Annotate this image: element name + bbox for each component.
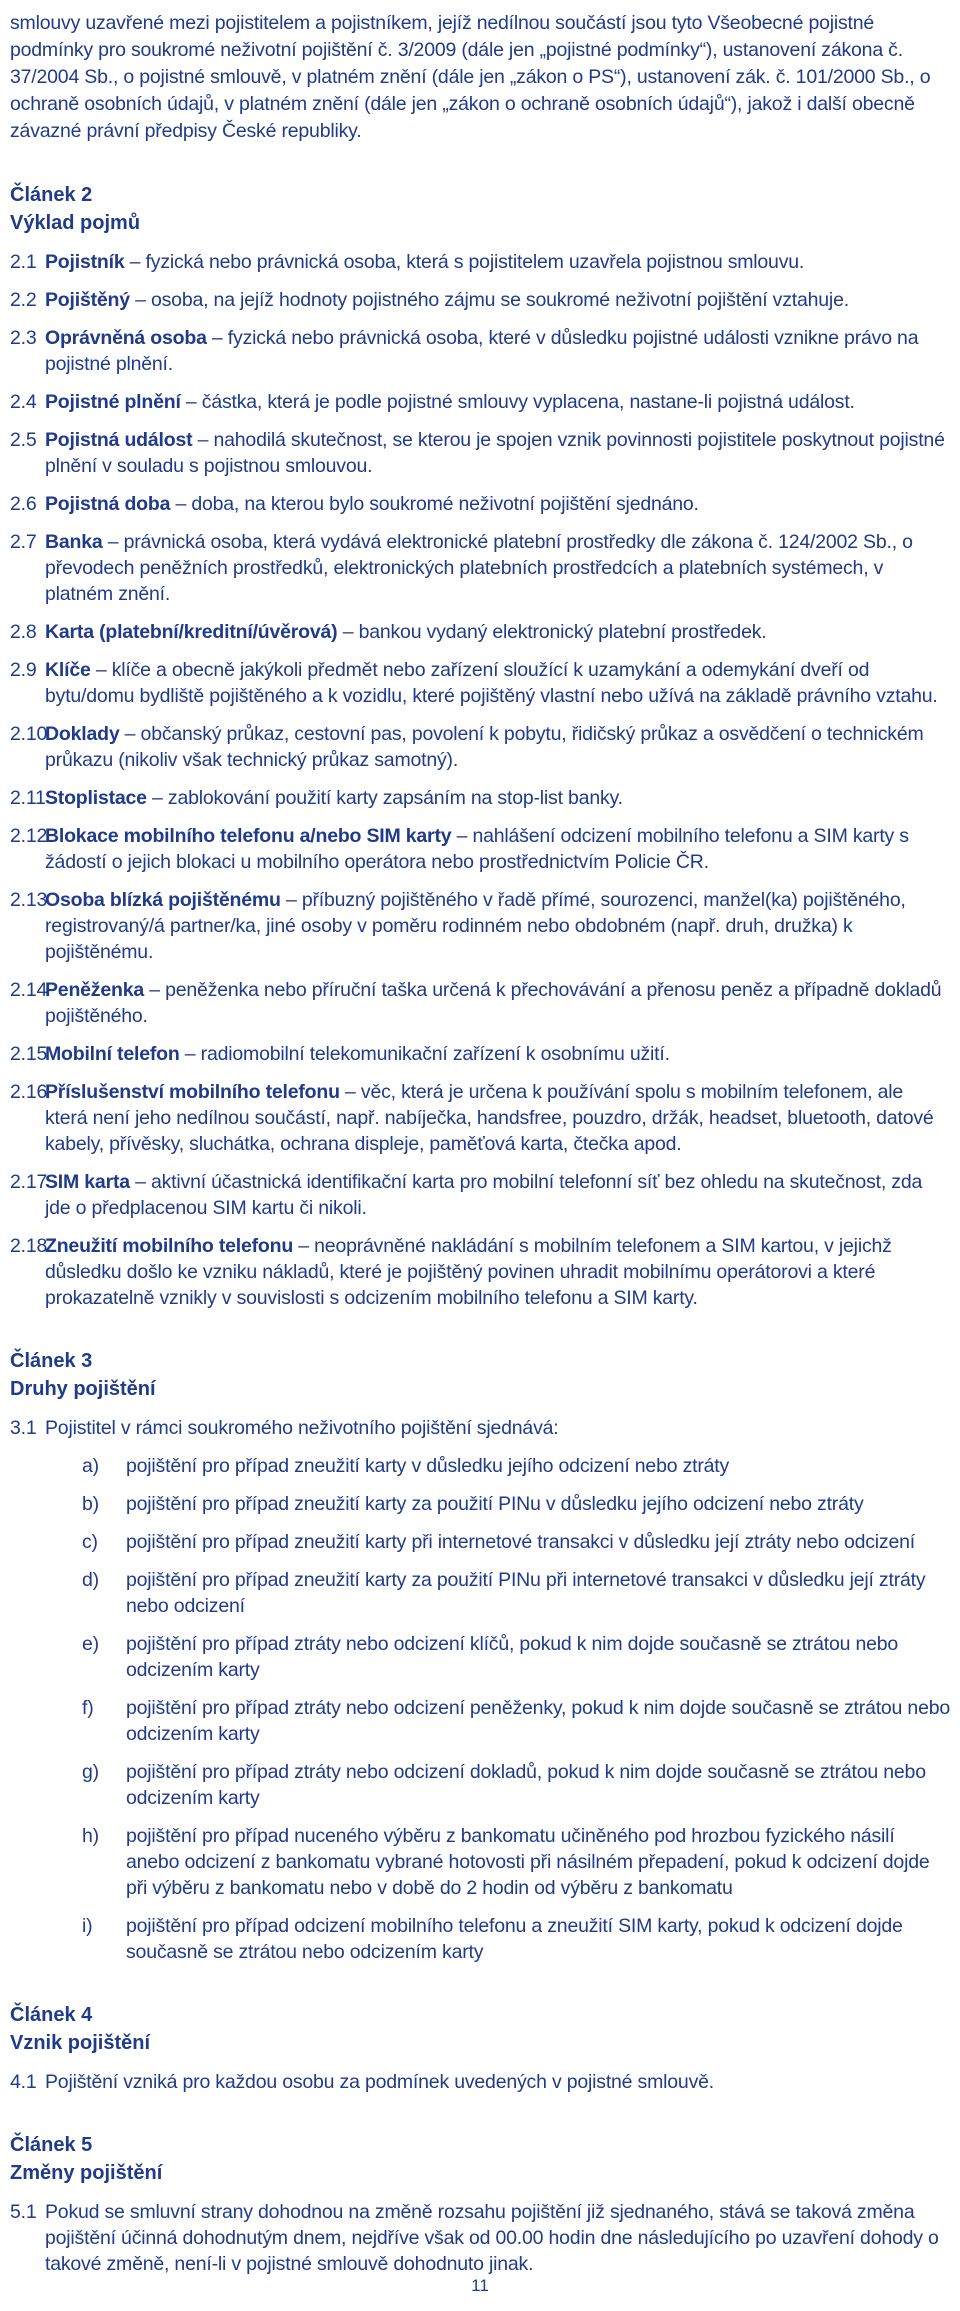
definition-term: Osoba blízká pojištěnému — [45, 889, 281, 911]
definition-term: Stoplistace — [45, 787, 147, 809]
definition-term: Pojistná doba — [45, 493, 171, 515]
definition-item — [10, 823, 950, 875]
list-item-text: pojištění pro případ ztráty nebo odcizení peněženky, pokud k nim dojde současně se ztrátou nebo odcizením karty — [126, 1697, 951, 1745]
article-5-number: Článek 5 — [10, 2134, 93, 2156]
list-item-text: pojištění pro případ nuceného výběru z bankomatu učiněného pod hrozbou fyzického násilí anebo odcizení z bankomatu vybrané hotovosti při násilném přepadení, pokud k odcizení dojde při výběru z bankomatu nebo v době do 2 hodin od výběru z bankomatu — [126, 1825, 930, 1899]
list-item-label: f) — [82, 1697, 94, 1719]
clause-text: Pojištění vzniká pro každou osobu za podmínek uvedených v pojistné smlouvě. — [45, 2071, 714, 2093]
definition-number: 2.7 — [10, 531, 37, 553]
definition-number: 2.16 — [10, 1081, 48, 1103]
definition-term: Peněženka — [45, 979, 145, 1001]
definition-item — [10, 721, 950, 773]
definition-term: Doklady — [45, 723, 120, 745]
definition-term: Pojistník — [45, 251, 125, 273]
document-page — [10, 0, 950, 2277]
definition-description: – příbuzný pojištěného v řadě přímé, sourozenci, manžel(ka) pojištěného, registrovaný/á partner/ka, jiné osoby v poměru rodinném nebo obdobném (např. druh, družka) k pojištěnému. — [45, 889, 906, 963]
list-item-text: pojištění pro případ zneužití karty při internetové transakci v důsledku její ztráty nebo odcizení — [126, 1531, 915, 1553]
definition-description: – věc, která je určena k používání spolu s mobilním telefonem, ale která není jeho nedílnou součástí, např. nabíječka, handsfree, pouzdro, držák, headset, bluetooth, datové kabely, přívěsky, sluchátka, ochrana displeje, paměťová karta, čtečka apod. — [45, 1081, 934, 1155]
article-4-number: Článek 4 — [10, 2004, 93, 2026]
definition-number: 2.9 — [10, 659, 37, 681]
definition-text — [45, 1079, 950, 1157]
definition-description: – občanský průkaz, cestovní pas, povolení k pobytu, řidičský průkaz a osvědčení o technickém průkazu (nikoliv však technický průkaz samotný). — [45, 723, 924, 771]
definition-text — [45, 977, 950, 1029]
list-item-label: i) — [82, 1915, 93, 1937]
definition-description: – částka, která je podle pojistné smlouvy vyplacena, nastane-li pojistná událost. — [180, 391, 855, 413]
definition-item — [10, 491, 950, 517]
article-2-number: Článek 2 — [10, 184, 93, 206]
definition-item — [10, 325, 950, 377]
definition-term: Karta (platební/kreditní/úvěrová) — [45, 621, 338, 643]
article-2-title: Výklad pojmů — [10, 212, 141, 234]
list-item-label: d) — [82, 1569, 99, 1591]
definition-number: 2.14 — [10, 979, 48, 1001]
definition-item — [10, 249, 950, 275]
definition-description: – bankou vydaný elektronický platební prostředek. — [337, 621, 767, 643]
list-item-label: a) — [82, 1455, 99, 1477]
list-item-text: pojištění pro případ zneužití karty za použití PINu při internetové transakci v důsledku její ztráty nebo odcizení — [126, 1569, 926, 1617]
definition-text — [45, 249, 950, 275]
definition-description: – doba, na kterou bylo soukromé neživotní pojištění sjednáno. — [170, 493, 699, 515]
list-item — [82, 1631, 950, 1683]
definition-term: Klíče — [45, 659, 91, 681]
definition-description: – nahlášení odcizení mobilního telefonu a SIM karty s žádostí o jejich blokaci u mobilního operátora nebo prostřednictvím Policie ČR. — [45, 825, 909, 873]
list-item — [82, 1453, 950, 1479]
definition-term: Zneužití mobilního telefonu — [45, 1235, 294, 1257]
definition-number: 2.4 — [10, 391, 37, 413]
definition-number: 2.18 — [10, 1235, 48, 1257]
definition-number: 2.10 — [10, 723, 48, 745]
definition-description: – osoba, na jejíž hodnoty pojistného zájmu se soukromé neživotní pojištění vztahuje. — [129, 289, 849, 311]
definition-text — [45, 529, 950, 607]
definition-number: 2.11 — [10, 787, 46, 809]
definition-text — [45, 657, 950, 709]
definition-text — [45, 325, 950, 377]
article-5 — [10, 2131, 950, 2277]
clause-item — [10, 2199, 950, 2277]
definition-description: – aktivní účastnická identifikační karta pro mobilní telefonní síť bez ohledu na skutečnost, zda jde o předplacenou SIM kartu či nikoli. — [45, 1171, 923, 1219]
page-number: 11 — [471, 2276, 489, 2295]
definition-item — [10, 1041, 950, 1067]
definition-text — [45, 823, 950, 875]
definition-description: – fyzická nebo právnická osoba, která s pojistitelem uzavřela pojistnou smlouvu. — [124, 251, 805, 273]
list-item — [82, 1823, 950, 1901]
article-5-title: Změny pojištění — [10, 2162, 163, 2184]
definition-text — [45, 427, 950, 479]
article-2 — [10, 181, 950, 1311]
article-2-items — [10, 249, 950, 1311]
list-item — [82, 1695, 950, 1747]
list-item-text: pojištění pro případ ztráty nebo odcizení dokladů, pokud k nim dojde současně se ztrátou nebo odcizením karty — [126, 1761, 926, 1809]
list-item-label: b) — [82, 1493, 99, 1515]
definition-number: 2.8 — [10, 621, 37, 643]
article-4-title: Vznik pojištění — [10, 2032, 151, 2054]
definition-text — [45, 1041, 950, 1067]
definition-text — [45, 619, 950, 645]
definition-item — [10, 529, 950, 607]
definition-text — [45, 491, 950, 517]
definition-item — [10, 1169, 950, 1221]
definition-description: – radiomobilní telekomunikační zařízení k osobnímu užití. — [179, 1043, 670, 1065]
definition-item — [10, 977, 950, 1029]
list-item — [82, 1913, 950, 1965]
definition-description: – fyzická nebo právnická osoba, které v důsledku pojistné události vznikne právo na pojistné plnění. — [45, 327, 919, 375]
clause-text: Pojistitel v rámci soukromého neživotního pojištění sjednává: — [45, 1417, 559, 1439]
definition-description: – klíče a obecně jakýkoli předmět nebo zařízení sloužící k uzamykání a odemykání dveří od bytu/domu bydliště pojištěného a k vozidlu, které pojištěný vlastní nebo užívá na základě právního vztahu. — [45, 659, 938, 707]
definition-text — [45, 1169, 950, 1221]
definition-number: 2.6 — [10, 493, 37, 515]
list-item-label: e) — [82, 1633, 99, 1655]
definition-number: 2.17 — [10, 1171, 48, 1193]
definition-description: – právnická osoba, která vydává elektronické platební prostředky dle zákona č. 124/2002 Sb., o převodech peněžních prostředků, elektronických platebních prostředcích a platebních systémech, v platném znění. — [45, 531, 913, 605]
clause-text: Pokud se smluvní strany dohodnou na změně rozsahu pojištění již sjednaného, stává se taková změna pojištění účinná dohodnutým dnem, nejdříve však od 00.00 hodin dne následujícího po uzavření dohody o takové změně, není-li v pojistné smlouvě dohodnuto jinak. — [45, 2201, 939, 2275]
definition-text — [45, 389, 950, 415]
list-item — [82, 1567, 950, 1619]
definition-text — [45, 887, 950, 965]
definition-term: Banka — [45, 531, 103, 553]
list-item — [82, 1529, 950, 1555]
list-item-text: pojištění pro případ zneužití karty za použití PINu v důsledku jejího odcizení nebo ztráty — [126, 1493, 864, 1515]
definition-item — [10, 427, 950, 479]
definition-description: – zablokování použití karty zapsáním na stop-list banky. — [146, 787, 623, 809]
clause-number: 5.1 — [10, 2201, 37, 2223]
definition-number: 2.1 — [10, 251, 37, 273]
definition-number: 2.13 — [10, 889, 48, 911]
article-4 — [10, 2001, 950, 2095]
definition-text — [45, 785, 950, 811]
article-3-title: Druhy pojištění — [10, 1378, 156, 1400]
list-item — [82, 1491, 950, 1517]
definition-term: Pojistné plnění — [45, 391, 181, 413]
definition-number: 2.3 — [10, 327, 37, 349]
definition-item — [10, 1079, 950, 1157]
clause-number: 3.1 — [10, 1417, 37, 1439]
clause-number: 4.1 — [10, 2071, 37, 2093]
list-item — [82, 1759, 950, 1811]
definition-item — [10, 887, 950, 965]
list-item-label: g) — [82, 1761, 99, 1783]
definition-term: Příslušenství mobilního telefonu — [45, 1081, 340, 1103]
article-3 — [10, 1347, 950, 1965]
definition-term: Pojistná událost — [45, 429, 193, 451]
definition-number: 2.12 — [10, 825, 48, 847]
definition-text — [45, 287, 950, 313]
definition-item — [10, 1233, 950, 1311]
list-item-text: pojištění pro případ ztráty nebo odcizení klíčů, pokud k nim dojde současně se ztrátou nebo odcizením karty — [126, 1633, 899, 1681]
definition-item — [10, 287, 950, 313]
list-item-text: pojištění pro případ zneužití karty v důsledku jejího odcizení nebo ztráty — [126, 1455, 730, 1477]
list-item-label: c) — [82, 1531, 98, 1553]
clause-item — [10, 2069, 950, 2095]
definition-number: 2.2 — [10, 289, 37, 311]
definition-term: Pojištěný — [45, 289, 130, 311]
article-3-number: Článek 3 — [10, 1350, 93, 1372]
insurance-types-list — [82, 1453, 950, 1965]
definition-item — [10, 785, 950, 811]
definition-term: Mobilní telefon — [45, 1043, 180, 1065]
intro-paragraph: smlouvy uzavřené mezi pojistitelem a pojistníkem, jejíž nedílnou součástí jsou tyto Všeobecné pojistné podmínky pro soukromé neživotní pojištění č. 3/2009 (dále jen „pojistné podmínky“), ustanovení zákona č. 37/2004 Sb., o pojistné smlouvě, v platném znění (dále jen „zákon o PS“), ustanovení zák. č. 101/2000 Sb., o ochraně osobních údajů, v platném znění (dále jen „zákon o ochraně osobních údajů“), jakož i další obecně závazné právní předpisy České republiky. — [10, 12, 931, 142]
clause-item — [10, 1415, 950, 1441]
definition-term: SIM karta — [45, 1171, 130, 1193]
definition-text — [45, 1233, 950, 1311]
definition-term: Oprávněná osoba — [45, 327, 207, 349]
definition-term: Blokace mobilního telefonu a/nebo SIM karty — [45, 825, 452, 847]
definition-item — [10, 657, 950, 709]
definition-number: 2.5 — [10, 429, 37, 451]
definition-description: – peněženka nebo příruční taška určená k přechovávání a přenosu peněz a případně dokladů pojištěného. — [45, 979, 942, 1027]
definition-item — [10, 619, 950, 645]
list-item-label: h) — [82, 1825, 99, 1847]
definition-description: – nahodilá skutečnost, se kterou je spojen vznik povinnosti pojistitele poskytnout pojistné plnění v souladu s pojistnou smlouvou. — [45, 429, 945, 477]
definition-number: 2.15 — [10, 1043, 48, 1065]
definition-item — [10, 389, 950, 415]
definition-description: – neoprávněné nakládání s mobilním telefonem a SIM kartou, v jejichž důsledku došlo ke vzniku nákladů, které je pojištěný povinen uhradit mobilnímu operátorovi a které prokazatelně vznikly v souvislosti s odcizením mobilního telefonu a SIM karty. — [45, 1235, 892, 1309]
definition-text — [45, 721, 950, 773]
list-item-text: pojištění pro případ odcizení mobilního telefonu a zneužití SIM karty, pokud k odcizení dojde současně se ztrátou nebo odcizením karty — [126, 1915, 903, 1963]
